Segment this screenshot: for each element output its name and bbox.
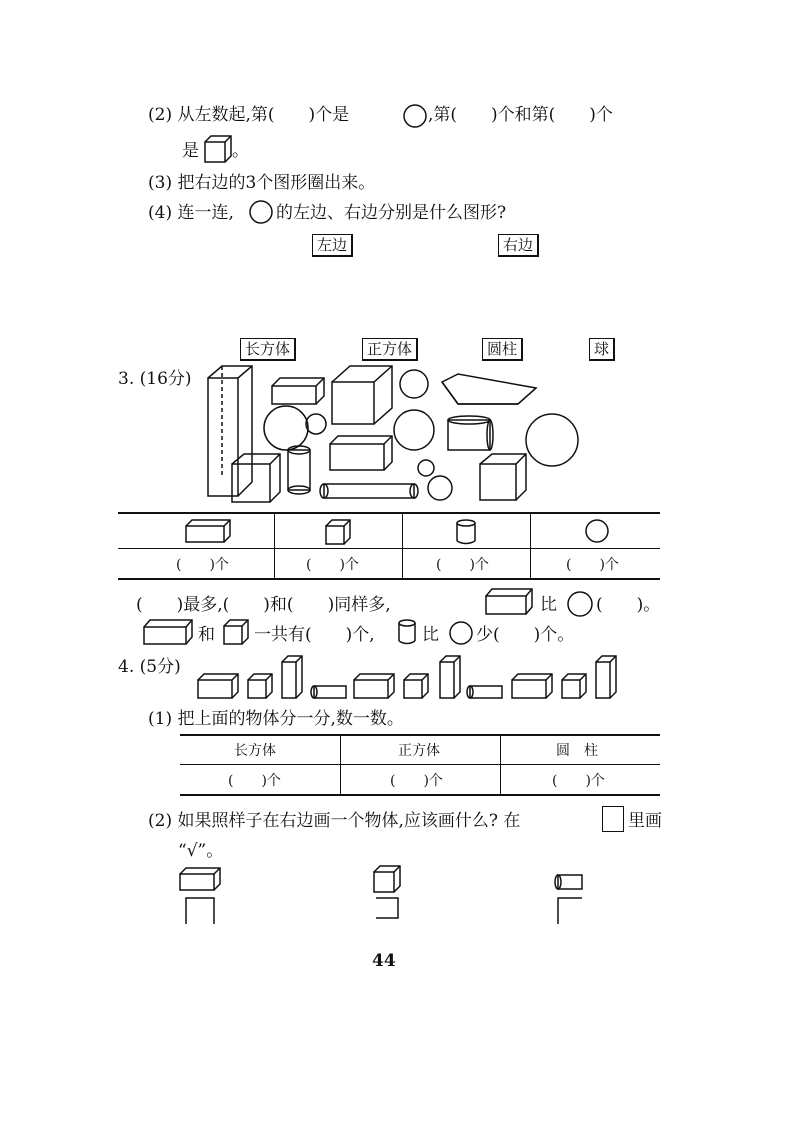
q3-count-cylinder: ( )个 <box>436 557 489 573</box>
cube-icon <box>222 618 250 646</box>
q4-sub2-line1b: 里画 <box>628 811 662 831</box>
q2-sub2-end <box>232 140 249 162</box>
q3-count-cube: ( )个 <box>306 557 359 573</box>
cube-icon <box>203 134 233 164</box>
q4-table-divider <box>500 734 501 794</box>
q3-table-bottom <box>118 578 660 580</box>
cuboid-icon <box>484 586 534 616</box>
q4-count-cylinder: ( )个 <box>552 773 605 789</box>
q2-sub2-period: 。 <box>232 141 249 161</box>
q3-solids-figure <box>200 360 590 510</box>
q4-number: 4. (5分) <box>118 657 181 677</box>
q3-table-divider <box>530 512 531 578</box>
q3-table-mid <box>118 548 660 549</box>
circle-icon <box>402 104 428 128</box>
q3-table-divider <box>402 512 403 578</box>
q2-sub2-line2 <box>182 140 199 162</box>
q2-sub3: (3) 把右边的3个图形圈出来。 <box>148 173 376 193</box>
q2-sub2-text-a: (2) 从左数起,第( )个是 <box>148 105 350 125</box>
q2-sub2-line1 <box>148 104 349 126</box>
cylinder-icon <box>396 618 418 646</box>
q4-sub1: (1) 把上面的物体分一分,数一数。 <box>148 709 404 729</box>
cuboid-icon <box>142 618 194 646</box>
q3-table-divider <box>274 512 275 578</box>
q2-sub2-line1b <box>428 104 613 126</box>
page-number: 44 <box>372 951 396 971</box>
pattern-cuboid-example <box>178 866 224 928</box>
right-label-box: 右边 <box>498 234 539 257</box>
label-cylinder: 圆柱 <box>482 338 523 361</box>
q3-line2-a: 和 <box>198 625 215 645</box>
circle-icon <box>248 200 274 224</box>
q3-line1-b: 比 <box>540 595 557 615</box>
q4-table-bottom <box>180 794 660 796</box>
q4-sub2-line1: (2) 如果照样子在右边画一个物体,应该画什么? 在 <box>148 811 521 831</box>
pattern-cylinder-example <box>552 872 588 928</box>
checkmark-box[interactable] <box>602 806 624 832</box>
pattern-cube-example <box>372 864 402 924</box>
q3-line1-a: ( )最多,( )和( )同样多, <box>136 595 391 615</box>
q4-table-divider <box>340 734 341 794</box>
cube-icon <box>324 518 354 546</box>
sphere-icon <box>566 590 594 618</box>
q4-header-cylinder: 圆 柱 <box>556 743 598 759</box>
q3-number: 3. (16分) <box>118 369 192 389</box>
sphere-icon <box>584 518 610 544</box>
q3-line2-c: 比 <box>422 625 439 645</box>
left-label-box: 左边 <box>312 234 353 257</box>
q4-header-cube: 正方体 <box>398 743 440 759</box>
label-sphere: 球 <box>589 338 615 361</box>
q2-sub4-b: 的左边、右边分别是什么图形? <box>276 203 507 223</box>
q4-solids-row <box>196 654 626 702</box>
cuboid-icon <box>184 518 234 544</box>
q4-header-cuboid: 长方体 <box>234 743 276 759</box>
q2-sub2-text-b: ,第( )个和第( )个 <box>428 105 613 125</box>
q4-count-cube: ( )个 <box>390 773 443 789</box>
cylinder-icon <box>454 518 478 546</box>
q2-sub2-shi: 是 <box>182 141 199 161</box>
q4-table-mid <box>180 764 660 765</box>
q3-line2-b: 一共有( )个, <box>254 625 375 645</box>
q4-sub2-line2: “√”。 <box>178 841 224 861</box>
q4-count-cuboid: ( )个 <box>228 773 281 789</box>
q3-count-cuboid: ( )个 <box>176 557 229 573</box>
sphere-icon <box>448 620 474 646</box>
label-cube: 正方体 <box>362 338 418 361</box>
q3-line2-d: 少( )个。 <box>476 625 575 645</box>
q4-table-top <box>180 734 660 736</box>
q3-line1-c: ( )。 <box>596 595 661 615</box>
label-cuboid: 长方体 <box>240 338 296 361</box>
q3-count-sphere: ( )个 <box>566 557 619 573</box>
q3-table-top <box>118 512 660 514</box>
q2-sub4-a: (4) 连一连, <box>148 203 234 223</box>
